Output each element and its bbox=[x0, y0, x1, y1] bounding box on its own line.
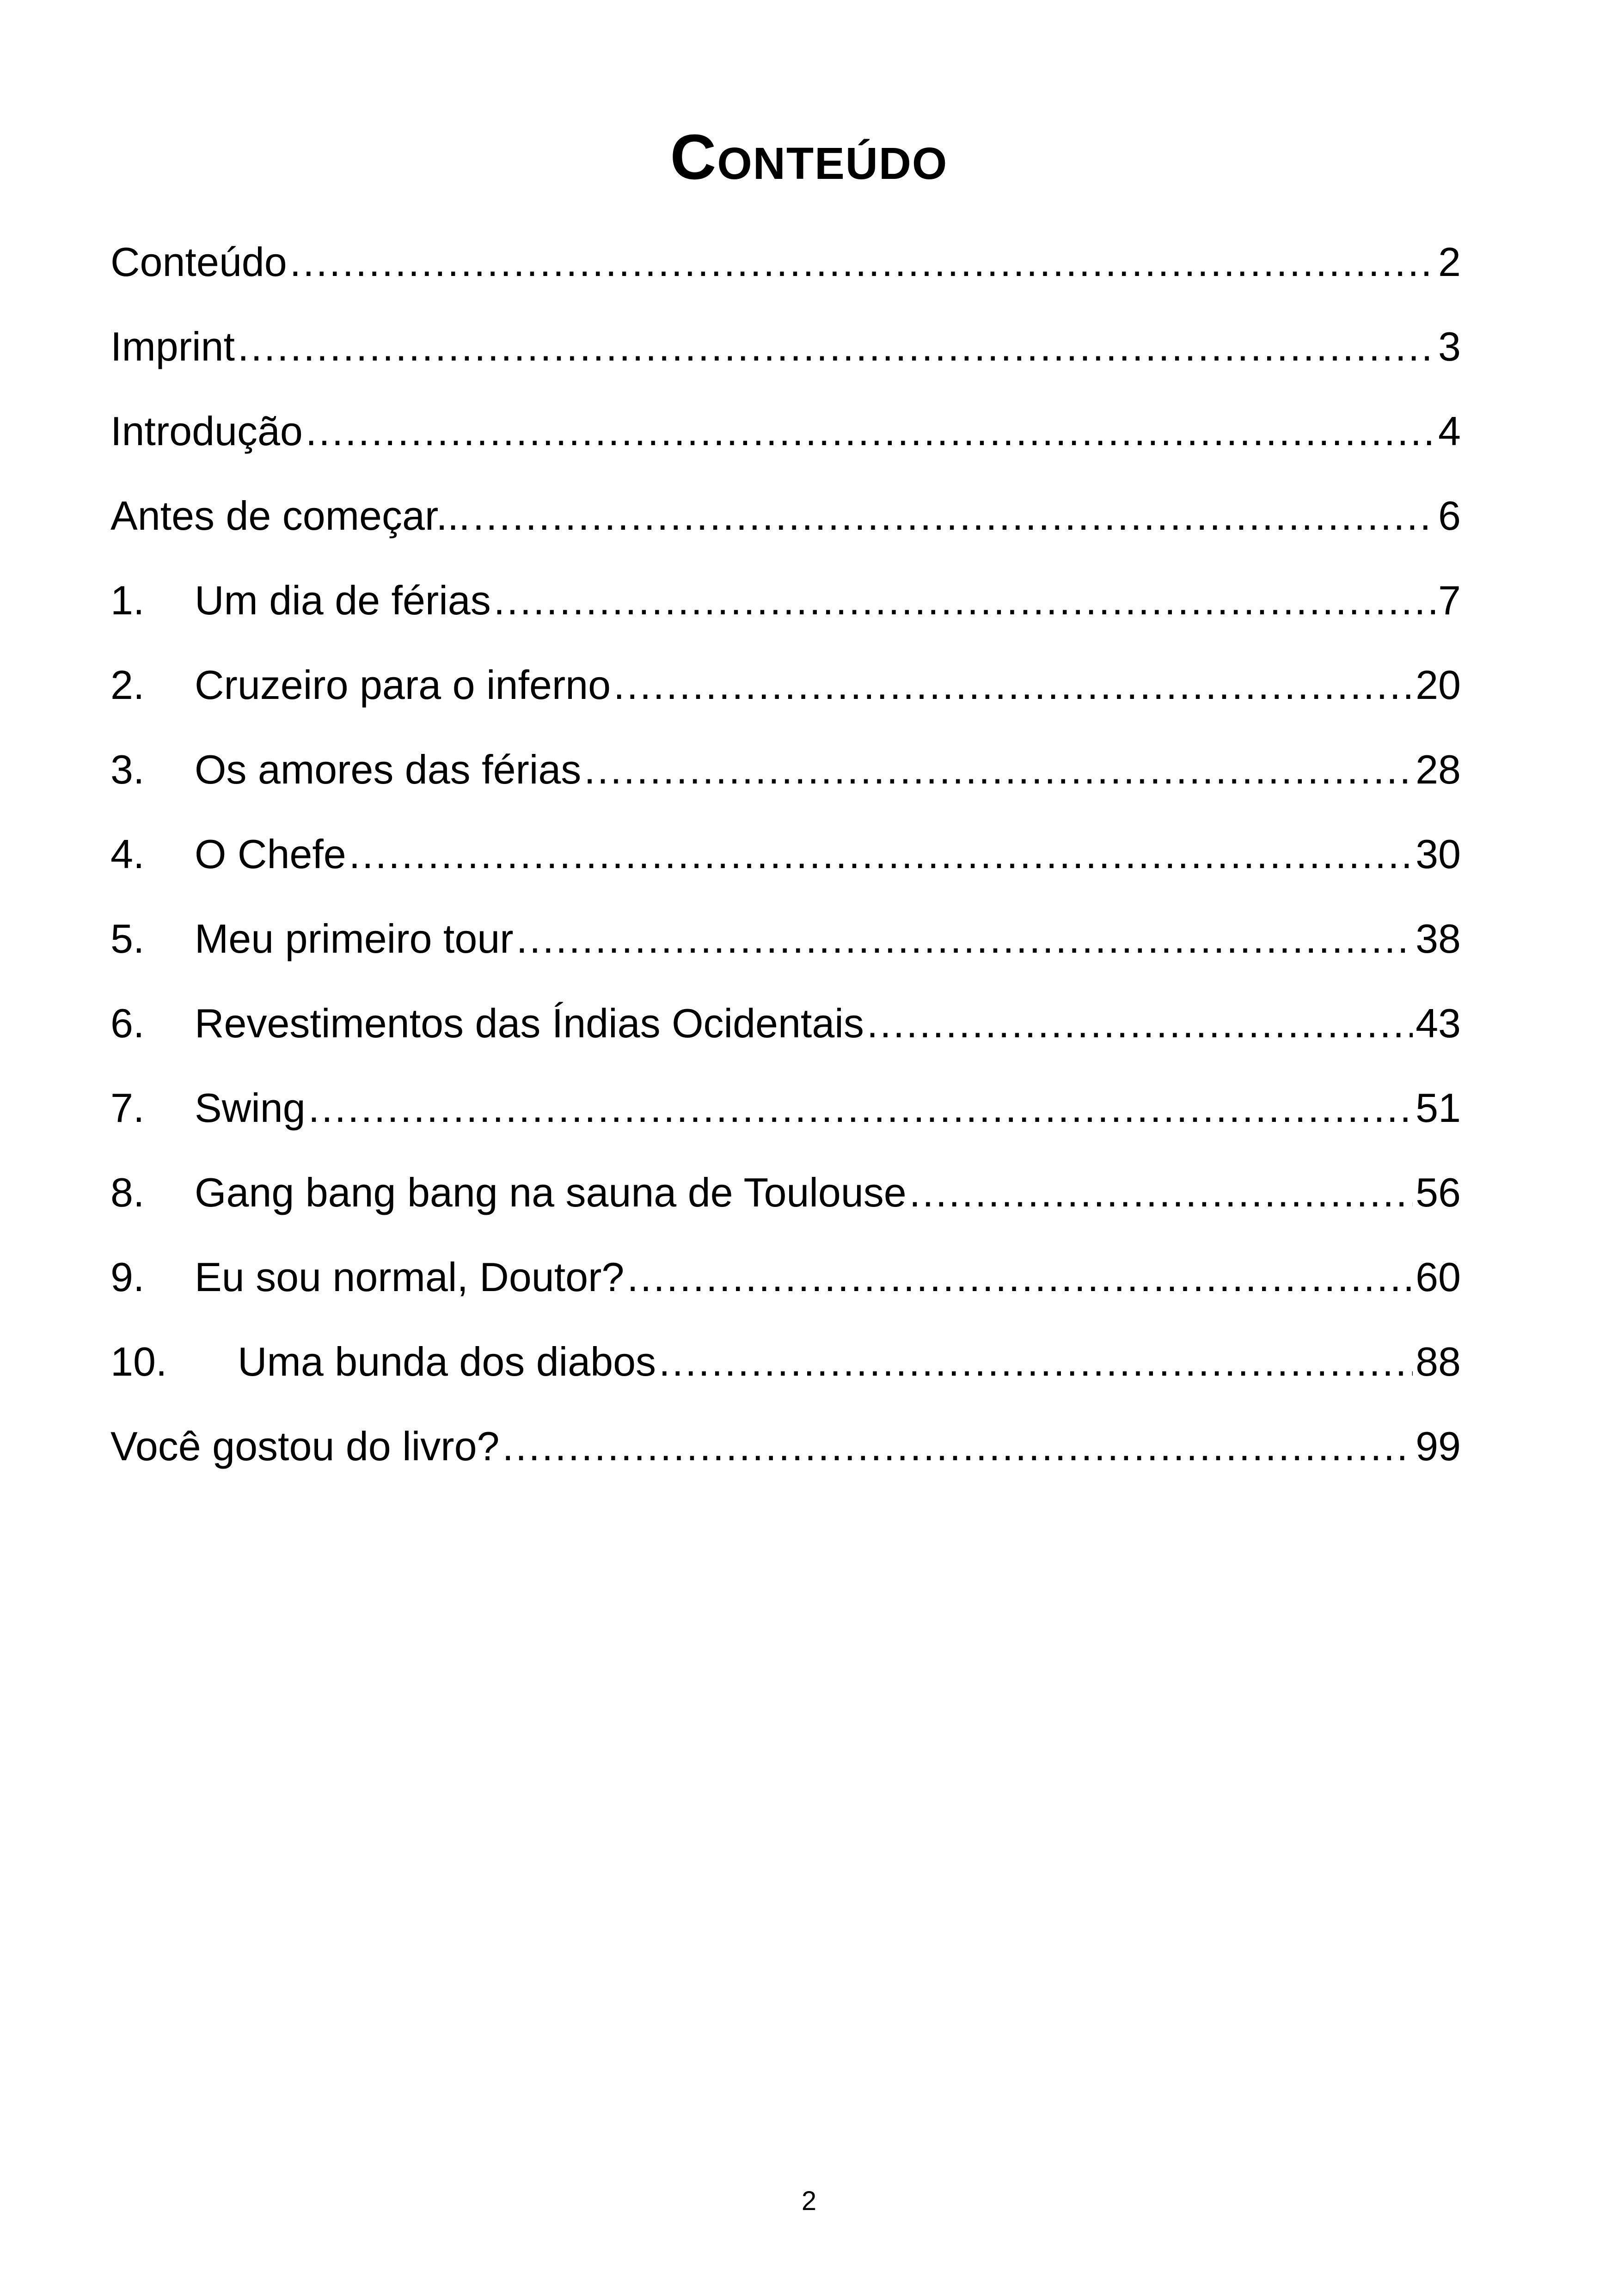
toc-entry-page: 7 bbox=[1438, 577, 1461, 623]
toc-entry-title: Meu primeiro tour bbox=[195, 916, 514, 961]
toc-entry-page: 60 bbox=[1416, 1254, 1461, 1300]
toc-entry-number: 4. bbox=[110, 831, 145, 877]
toc-entry-number: 1. bbox=[110, 577, 145, 623]
toc-entry-number: 5. bbox=[110, 916, 145, 961]
toc-entry[interactable] bbox=[110, 740, 1461, 824]
toc-entry-number: 9. bbox=[110, 1254, 145, 1300]
toc-entry-page: 56 bbox=[1416, 1169, 1461, 1215]
toc-entry[interactable] bbox=[110, 993, 1461, 1078]
toc-entry-title: Um dia de férias bbox=[195, 577, 491, 623]
toc-entry-title: Antes de começar... bbox=[110, 493, 470, 539]
toc-list bbox=[110, 232, 1461, 1501]
toc-entry-number: 2. bbox=[110, 662, 145, 708]
toc-entry[interactable] bbox=[110, 1247, 1461, 1332]
toc-entry[interactable] bbox=[110, 655, 1461, 740]
toc-entry-page: 2 bbox=[1438, 239, 1461, 285]
toc-entry-page: 99 bbox=[1416, 1423, 1461, 1469]
toc-entry-title: O Chefe bbox=[195, 831, 346, 877]
toc-entry-number: 8. bbox=[110, 1169, 145, 1215]
toc-entry[interactable] bbox=[110, 1332, 1461, 1416]
dot-leader bbox=[516, 909, 1413, 969]
toc-entry[interactable] bbox=[110, 570, 1461, 655]
toc-entry[interactable] bbox=[110, 1078, 1461, 1163]
dot-leader bbox=[238, 317, 1435, 377]
toc-entry-title: Você gostou do livro? bbox=[110, 1423, 500, 1469]
toc-entry-title: Os amores das férias bbox=[195, 747, 582, 792]
dot-leader bbox=[473, 486, 1435, 546]
toc-entry-page: 20 bbox=[1416, 662, 1461, 708]
toc-entry-page: 88 bbox=[1416, 1339, 1461, 1384]
dot-leader bbox=[308, 1078, 1413, 1138]
page-number: 2 bbox=[801, 2186, 817, 2216]
toc-entry-title: Conteúdo bbox=[110, 239, 287, 285]
toc-entry[interactable] bbox=[110, 1416, 1461, 1501]
toc-entry-page: 28 bbox=[1416, 747, 1461, 792]
toc-entry[interactable] bbox=[110, 909, 1461, 993]
dot-leader bbox=[867, 993, 1413, 1053]
toc-entry-title: Introdução bbox=[110, 408, 303, 454]
toc-entry-number: 3. bbox=[110, 747, 145, 792]
toc-entry-title: Revestimentos das Índias Ocidentais bbox=[195, 1000, 864, 1046]
toc-entry[interactable] bbox=[110, 317, 1461, 401]
dot-leader bbox=[584, 740, 1413, 800]
dot-leader bbox=[502, 1416, 1413, 1476]
dot-leader bbox=[613, 655, 1413, 715]
toc-title: Conteúdo bbox=[670, 122, 948, 193]
toc-entry-number: 7. bbox=[110, 1085, 145, 1131]
toc-entry-title: Imprint bbox=[110, 324, 235, 369]
dot-leader bbox=[306, 401, 1435, 461]
toc-entry-page: 43 bbox=[1416, 1000, 1461, 1046]
toc-entry[interactable] bbox=[110, 486, 1461, 570]
toc-entry-page: 4 bbox=[1438, 408, 1461, 454]
toc-entry-page: 6 bbox=[1438, 493, 1461, 539]
toc-entry-number: 6. bbox=[110, 1000, 145, 1046]
toc-entry[interactable] bbox=[110, 232, 1461, 317]
dot-leader bbox=[909, 1163, 1413, 1223]
toc-entry-title: Cruzeiro para o inferno bbox=[195, 662, 611, 708]
toc-entry[interactable] bbox=[110, 401, 1461, 486]
toc-entry[interactable] bbox=[110, 824, 1461, 909]
toc-entry-title: Swing bbox=[195, 1085, 306, 1131]
dot-leader bbox=[290, 232, 1435, 292]
dot-leader bbox=[627, 1247, 1413, 1307]
toc-entry-page: 3 bbox=[1438, 324, 1461, 369]
toc-entry-title: Uma bunda dos diabos bbox=[238, 1339, 656, 1384]
toc-entry[interactable] bbox=[110, 1163, 1461, 1247]
toc-entry-page: 38 bbox=[1416, 916, 1461, 961]
dot-leader bbox=[494, 570, 1435, 631]
toc-entry-number: 10. bbox=[110, 1339, 167, 1384]
toc-entry-page: 30 bbox=[1416, 831, 1461, 877]
dot-leader bbox=[659, 1332, 1413, 1392]
toc-entry-title: Gang bang bang na sauna de Toulouse bbox=[195, 1169, 907, 1215]
toc-entry-page: 51 bbox=[1416, 1085, 1461, 1131]
dot-leader bbox=[349, 824, 1413, 884]
toc-entry-title: Eu sou normal, Doutor? bbox=[195, 1254, 625, 1300]
